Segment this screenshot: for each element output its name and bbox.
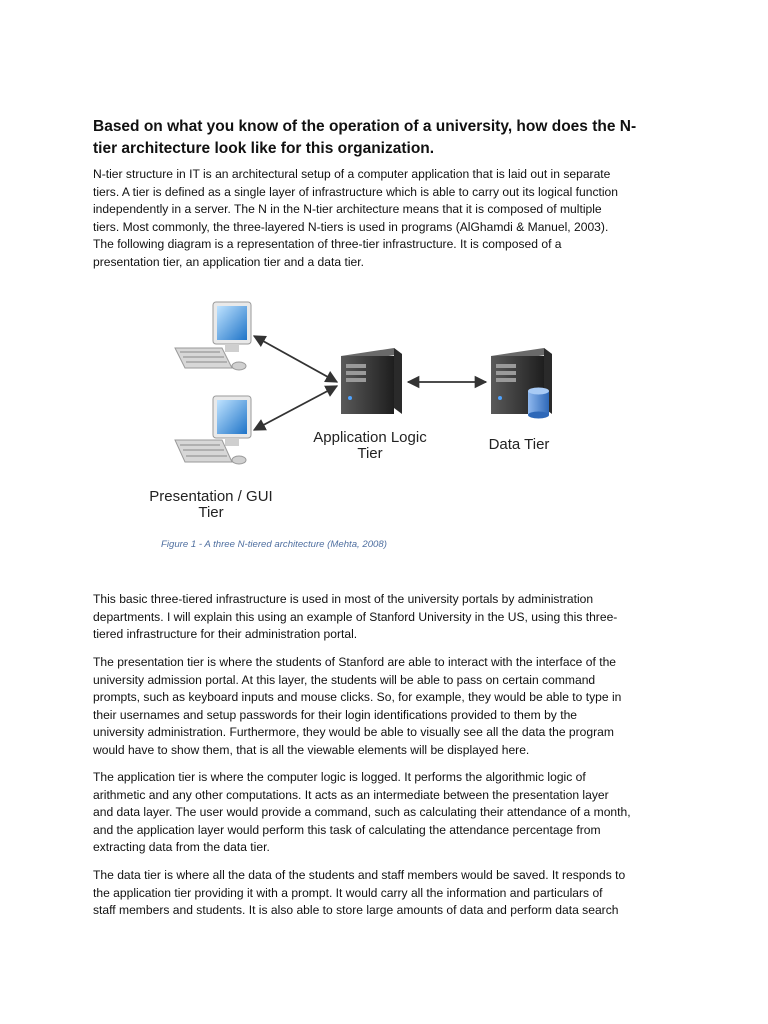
text-line: arithmetic and any other computations. It acts as an intermediate between the presentation layer — [93, 787, 609, 802]
text-line: The presentation tier is where the students of Stanford are able to interact with the interface of the — [93, 655, 617, 669]
text-line: staff members and students. It is also able to store large amounts of data and perform data search — [93, 903, 619, 918]
text-line: departments. I will explain this using an example of Stanford University in the US, using this three- — [93, 609, 618, 624]
connection-arrow — [254, 336, 337, 382]
text-line: tiers. Most commonly, the three-layered N-tiers is used in programs (AlGhamdi & Manuel, 2003). — [93, 219, 609, 234]
text-line: The following diagram is a representation of three-tier infrastructure. It is composed of a — [93, 237, 562, 252]
text-line: prompts, such as keyboard inputs and mouse clicks. So, for example, they would be able to type in — [93, 690, 622, 705]
text-line: would have to show them, that is all the viewable elements will be displayed here. — [93, 742, 530, 757]
connection-arrow — [254, 386, 337, 430]
intro-paragraph — [93, 166, 683, 272]
client-computer-icon — [175, 302, 251, 370]
data-tier-label: Data Tier — [488, 436, 550, 453]
text-line: and the application layer would perform this task of calculating the attendance percentage from — [93, 822, 601, 837]
presentation-tier-label: Tier — [198, 504, 224, 521]
text-line: and data layer. The user would provide a command, such as calculating their attendance of a month, — [93, 805, 631, 820]
text-line: the application tier providing it with a prompt. It would carry all the information and particulars of — [93, 885, 603, 900]
question-heading — [93, 116, 693, 160]
text-line: N-tier structure in IT is an architectural setup of a computer application that is laid out in separate — [93, 167, 611, 181]
text-line: tiers. A tier is defined as a single layer of infrastructure which is able to carry out its logical function — [93, 184, 618, 199]
figure-caption: Figure 1 - A three N-tiered architecture (Mehta, 2008) — [161, 539, 387, 550]
text-line: The application tier is where the computer logic is logged. It performs the algorithmic logic of — [93, 770, 586, 784]
application-tier-label: Application Logic — [313, 429, 427, 446]
database-icon — [528, 388, 549, 419]
text-line: extracting data from the data tier. — [93, 840, 270, 855]
client-computer-icon — [175, 396, 251, 464]
paragraph-application-tier — [93, 769, 683, 857]
text-line: university admission portal. At this layer, the students will be able to pass on certain command — [93, 672, 596, 687]
text-line: tiered infrastructure for their administration portal. — [93, 627, 358, 642]
text-line: university administration. Furthermore, they would be able to visually see all the data the program — [93, 725, 614, 740]
heading-line: tier architecture look like for this organization. — [93, 140, 435, 157]
text-line: This basic three-tiered infrastructure is used in most of the university portals by administration — [93, 592, 594, 606]
heading-line: Based on what you know of the operation of a university, how does the N- — [93, 118, 637, 135]
application-server-icon — [341, 348, 402, 414]
paragraph-presentation-tier — [93, 654, 683, 760]
text-line: presentation tier, an application tier and a data tier. — [93, 254, 364, 269]
text-line: their usernames and setup passwords for their login identifications provided to them by the — [93, 707, 578, 722]
paragraph-overview — [93, 591, 683, 644]
application-tier-label: Tier — [357, 445, 383, 462]
three-tier-diagram — [140, 290, 580, 530]
text-line: The data tier is where all the data of the students and staff members would be saved. It responds to — [93, 868, 626, 882]
paragraph-data-tier — [93, 867, 683, 920]
presentation-tier-label: Presentation / GUI — [149, 488, 273, 505]
text-line: independently in a server. The N in the N-tier architecture means that it is composed of multiple — [93, 202, 602, 217]
